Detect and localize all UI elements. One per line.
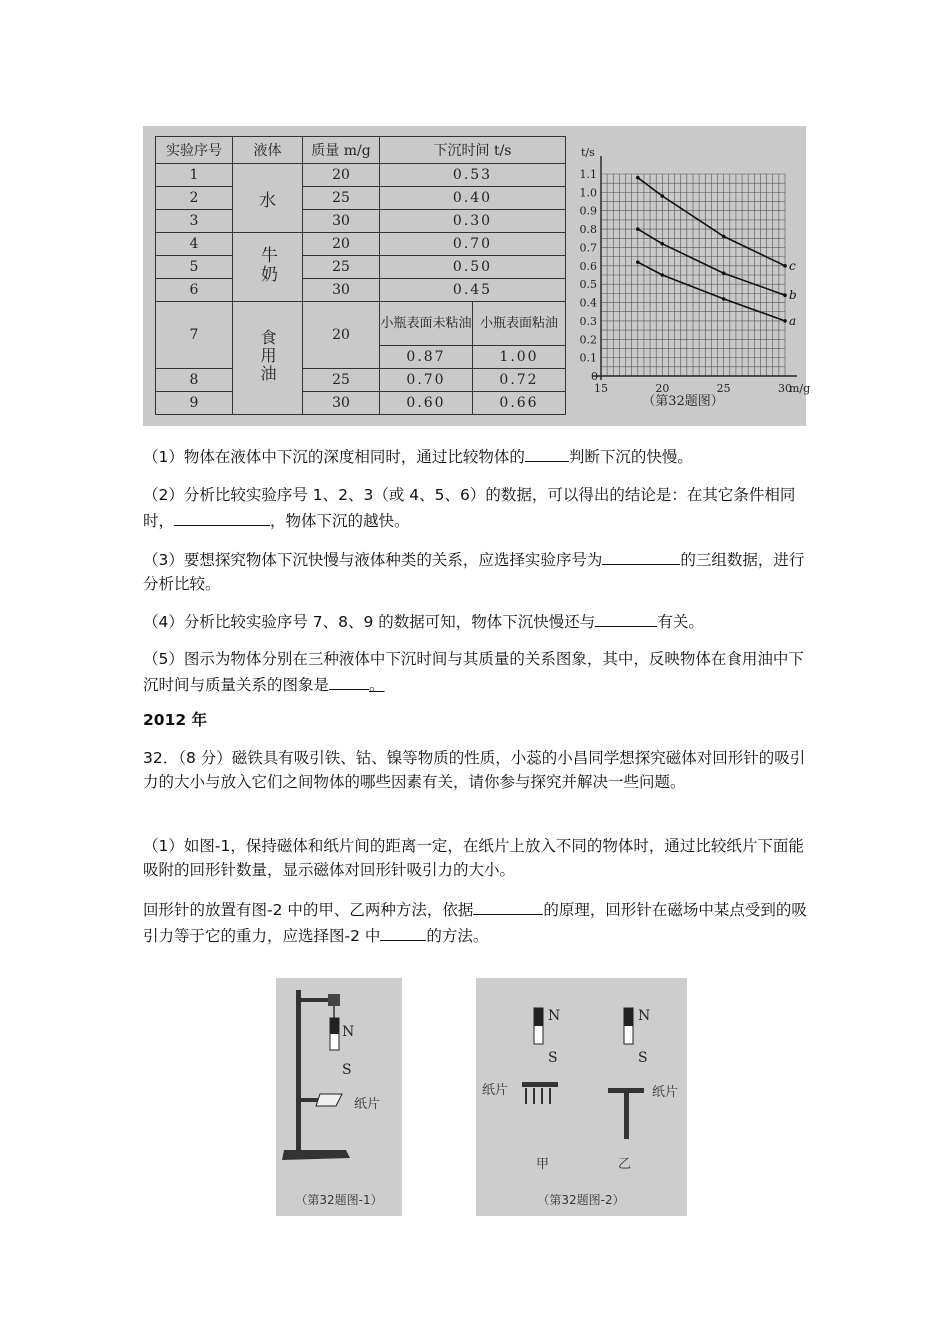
paper-b [608, 1088, 644, 1093]
data-point [783, 293, 787, 297]
cell-mass: 20 [303, 302, 380, 369]
y-tick-label: 0.5 [579, 278, 597, 292]
question-1 [143, 443, 808, 469]
graph-caption: （第32题图） [642, 394, 724, 409]
cell-time: 0.60 [380, 392, 473, 415]
data-point [661, 194, 665, 198]
figure-caption: （第32题图-2） [537, 1193, 625, 1207]
data-point [636, 227, 640, 231]
method-a-label: 甲 [536, 1157, 550, 1172]
header-trial: 实验序号 [156, 137, 233, 164]
answer-blank[interactable] [329, 671, 369, 690]
series-label-b: b [789, 288, 797, 303]
question-2 [143, 483, 808, 533]
paperclip-b [624, 1093, 629, 1139]
method-b-label: 乙 [618, 1157, 632, 1172]
cell-no: 1 [156, 164, 233, 187]
table-row [156, 210, 566, 233]
data-point [661, 242, 665, 246]
cell-mass: 30 [303, 279, 380, 302]
problem-32-intro: 32．（8 分）磁铁具有吸引铁、钴、镍等物质的性质，小蕊的小昌同学想探究磁体对回形针的吸引力的大小与放入它们之间物体的哪些因素有关，请你参与探究并解决一些问题。 [143, 749, 806, 791]
liquid-milk-label: 牛奶 [257, 245, 277, 284]
data-table [155, 136, 566, 415]
p2-text-mid: 的原理，回形针在磁场中某点受到的吸引力等于它的重力，应选择图-2 中 [143, 901, 807, 945]
table-row [156, 369, 566, 392]
cell-time: 0.40 [380, 187, 566, 210]
table-row [156, 302, 566, 346]
paper-a [522, 1082, 558, 1087]
north-label-a: N [548, 1008, 561, 1024]
cell-no: 5 [156, 256, 233, 279]
q4-text: （4）分析比较实验序号 7、8、9 的数据可知，物体下沉快慢还与 [143, 613, 596, 631]
stand-pole [296, 990, 301, 1150]
x-tick-label: 15 [594, 382, 608, 395]
cell-liquid-milk [233, 233, 303, 302]
header-mass: 质量 m/g [303, 137, 380, 164]
q5-text: （5）图示为物体分别在三种液体中下沉时间与其质量的关系图象，其中，反映物体在食用油中下沉时间与质量关系的图象是 [143, 650, 804, 694]
cell-no: 7 [156, 302, 233, 369]
cell-no: 3 [156, 210, 233, 233]
north-label: N [342, 1024, 355, 1040]
graph-grid [601, 174, 785, 376]
y-tick-label: 1.0 [579, 186, 597, 200]
subheader-oil: 小瓶表面粘油 [473, 302, 566, 346]
q5-text-end: 。 [369, 676, 385, 694]
data-point [661, 273, 665, 277]
paperclips-a [526, 1088, 550, 1104]
y-tick-label: 0.4 [579, 296, 597, 310]
cell-time: 0.45 [380, 279, 566, 302]
paper-piece [316, 1094, 342, 1106]
y-tick-label: 0.2 [579, 333, 597, 347]
data-point [636, 176, 640, 180]
cell-time: 0.30 [380, 210, 566, 233]
cell-liquid-water: 水 [233, 164, 303, 233]
cell-time: 0.72 [473, 369, 566, 392]
cell-no: 2 [156, 187, 233, 210]
experiment-figure [143, 126, 811, 426]
time-mass-graph [571, 140, 811, 420]
cell-time: 1.00 [473, 346, 566, 369]
question-4 [143, 608, 808, 634]
liquid-oil-label: 食用油 [258, 329, 277, 383]
cell-time: 0.53 [380, 164, 566, 187]
x-tick-label: 30 [778, 382, 792, 395]
answer-blank[interactable] [602, 546, 680, 565]
data-point [722, 271, 726, 275]
data-point [636, 260, 640, 264]
figure-32-1 [276, 978, 402, 1216]
answer-blank[interactable] [595, 608, 657, 627]
answer-blank[interactable] [473, 896, 543, 915]
data-point [783, 319, 787, 323]
south-label-b: S [638, 1050, 648, 1066]
paper-label-b: 纸片 [652, 1085, 679, 1100]
y-tick-label: 0.6 [579, 259, 597, 273]
table-row [156, 256, 566, 279]
y-tick-label: 0.9 [579, 204, 597, 218]
table-row [156, 233, 566, 256]
year-heading: 2012 年 [143, 711, 208, 729]
answer-blank[interactable] [380, 922, 426, 941]
paper-label-a: 纸片 [482, 1083, 509, 1098]
origin-label: 0 [591, 370, 598, 383]
cell-mass: 30 [303, 392, 380, 415]
data-point [722, 235, 726, 239]
upper-clamp [296, 998, 332, 1002]
q1-text-end: 判断下沉的快慢。 [568, 448, 693, 466]
problem-32-part2 [143, 896, 808, 948]
table-row [156, 392, 566, 415]
header-time: 下沉时间 t/s [380, 137, 566, 164]
x-tick-label: 25 [716, 382, 731, 395]
cell-mass: 25 [303, 256, 380, 279]
y-tick-label: 0.3 [579, 314, 597, 328]
cell-mass: 20 [303, 164, 380, 187]
y-axis-label: t/s [581, 146, 595, 159]
magnet-north-half [330, 1018, 339, 1034]
q1-text: （1）物体在液体中下沉的深度相同时，通过比较物体的 [143, 448, 525, 466]
cell-time: 0.50 [380, 256, 566, 279]
cell-time: 0.70 [380, 369, 473, 392]
cell-liquid-oil [233, 302, 303, 415]
question-3 [143, 546, 808, 596]
q4-text-end: 有关。 [657, 613, 704, 631]
p2-text-end: 的方法。 [426, 927, 489, 945]
cell-mass: 30 [303, 210, 380, 233]
question-5 [143, 647, 808, 697]
header-liquid: 液体 [233, 137, 303, 164]
table-row [156, 187, 566, 210]
cell-no: 8 [156, 369, 233, 392]
y-tick-label: 0.7 [579, 241, 597, 255]
x-axis-label: m/g [789, 382, 811, 395]
north-label-b: N [638, 1008, 651, 1024]
p2-text: 回形针的放置有图-2 中的甲、乙两种方法，依据 [143, 901, 474, 919]
q2-text: （2）分析比较实验序号 1、2、3（或 4、5、6）的数据，可以得出的结论是：在其它条件相同时， [143, 486, 796, 530]
figure-32-2 [476, 978, 687, 1216]
figure-caption: （第32题图-1） [295, 1193, 383, 1207]
q2-text-end: ，物体下沉的越快。 [270, 512, 410, 530]
cell-no: 6 [156, 279, 233, 302]
south-label-a: S [548, 1050, 558, 1066]
cell-time: 0.70 [380, 233, 566, 256]
cell-mass: 20 [303, 233, 380, 256]
data-point [783, 264, 787, 268]
answer-blank[interactable] [525, 443, 569, 462]
stand-illustration [276, 978, 402, 1216]
cell-time: 0.87 [380, 346, 473, 369]
problem-32-part1: （1）如图-1，保持磁体和纸片间的距离一定，在纸片上放入不同的物体时，通过比较纸片下面能吸附的回形针数量，显示磁体对回形针吸引力的大小。 [143, 837, 804, 879]
series-label-c: c [789, 258, 796, 273]
cell-time: 0.66 [473, 392, 566, 415]
x-tick-label: 20 [655, 382, 670, 395]
magnet-a-north [534, 1008, 543, 1026]
cell-mass: 25 [303, 187, 380, 210]
cell-mass: 25 [303, 369, 380, 392]
subheader-no-oil: 小瓶表面未粘油 [380, 302, 473, 346]
answer-blank[interactable] [174, 507, 270, 526]
stand-base [282, 1150, 350, 1160]
magnet-b-north [624, 1008, 633, 1026]
series-label-a: a [789, 313, 797, 328]
paperclip-methods-illustration [476, 978, 687, 1216]
y-tick-label: 0.1 [579, 351, 597, 365]
y-tick-label: 1.1 [579, 168, 597, 181]
q3-text-end: 的三组数据，进行分析比较。 [143, 551, 805, 593]
cell-no: 9 [156, 392, 233, 415]
data-point [722, 297, 726, 301]
table-row [156, 164, 566, 187]
table-row [156, 279, 566, 302]
south-label: S [342, 1062, 352, 1078]
graph-ticks [580, 168, 793, 395]
paper-label: 纸片 [354, 1097, 381, 1112]
cell-no: 4 [156, 233, 233, 256]
q3-text: （3）要想探究物体下沉快慢与液体种类的关系，应选择实验序号为 [143, 551, 603, 569]
clamp-head [328, 994, 340, 1006]
y-tick-label: 0.8 [579, 223, 597, 237]
